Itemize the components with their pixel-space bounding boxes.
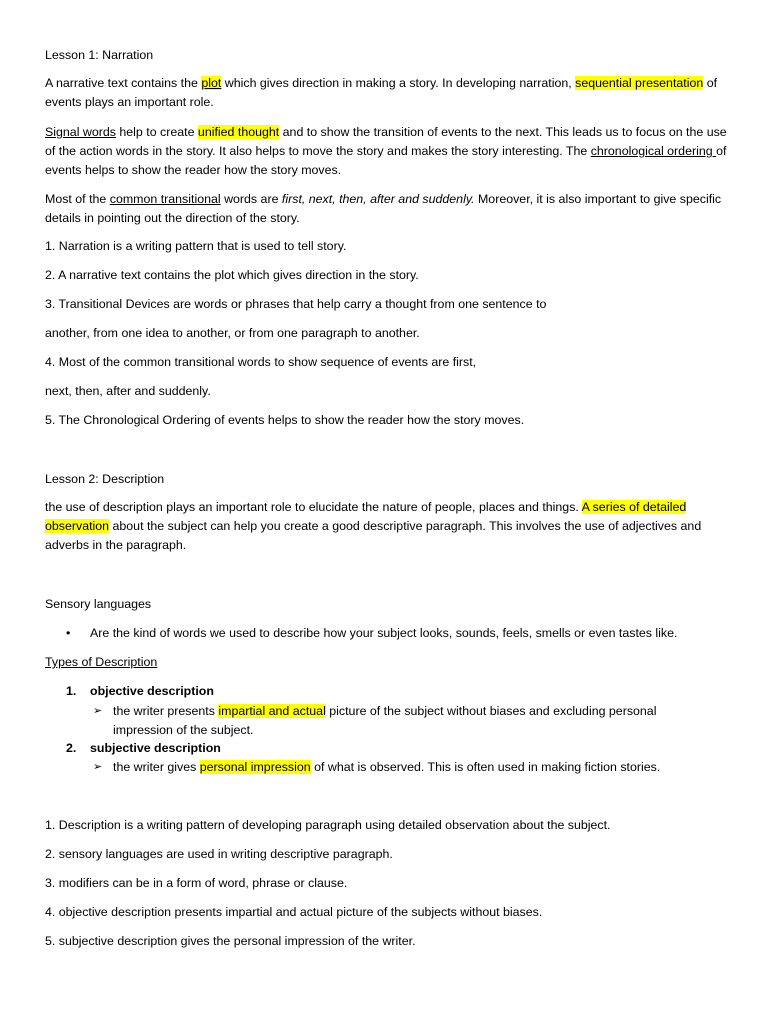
lesson2-item: 5. subjective description gives the personal impression of the writer. xyxy=(45,934,416,948)
subjective-description-text xyxy=(113,758,733,777)
sensory-bullet-text: Are the kind of words we used to describe how your subject looks, sounds, feels, smells or even tastes like. xyxy=(90,626,678,640)
text: of events plays an important role. xyxy=(45,76,718,109)
lesson1-item: 5. The Chronological Ordering of events helps to show the reader how the story moves. xyxy=(45,413,525,427)
bullet-icon: • xyxy=(66,626,71,640)
highlight-personal-impression: personal impression xyxy=(199,760,311,774)
sensory-languages-title: Sensory languages xyxy=(45,597,152,611)
text: which gives direction in making a story. In developing narration, xyxy=(221,76,576,90)
objective-description-label: objective description xyxy=(90,684,214,698)
lesson2-title: Lesson 2: Description xyxy=(45,472,165,486)
text: Moreover, it is also important to give specific details in pointing out the direction of the story. xyxy=(45,192,722,225)
lesson1-title: Lesson 1: Narration xyxy=(45,48,154,62)
text: Most of the xyxy=(45,192,110,206)
lesson1-item: 1. Narration is a writing pattern that is used to tell story. xyxy=(45,239,347,253)
subjective-description-label: subjective description xyxy=(90,741,221,755)
text: the writer gives xyxy=(113,760,200,774)
text: A narrative text contains the xyxy=(45,76,202,90)
text: of events helps to show the reader how the story moves. xyxy=(45,144,727,177)
highlight-sequential-presentation: sequential presentation xyxy=(575,76,704,90)
types-of-description-title: Types of Description xyxy=(45,655,158,669)
lesson2-item: 2. sensory languages are used in writing descriptive paragraph. xyxy=(45,847,393,861)
underline-chronological-ordering: chronological ordering xyxy=(590,144,717,158)
highlight-series-of-detailed-observation: A series of detailed observation xyxy=(45,500,687,533)
lesson2-item: 1. Description is a writing pattern of developing paragraph using detailed observation about the subject. xyxy=(45,818,611,832)
underline-signal-words: Signal words xyxy=(45,125,116,139)
arrow-bullet-icon: ➢ xyxy=(93,761,103,773)
text: of what is observed. This is often used in making fiction stories. xyxy=(310,760,661,774)
lesson1-item: 3. Transitional Devices are words or phrases that help carry a thought from one sentence to xyxy=(45,297,547,311)
highlight-plot: plot xyxy=(201,76,222,90)
lesson1-item: 4. Most of the common transitional words to show sequence of events are first, xyxy=(45,355,477,369)
italic-transitional-words: first, next, then, after and suddenly. xyxy=(281,192,475,206)
text: about the subject can help you create a good descriptive paragraph. This involves the use of adjectives and adverbs in the paragraph. xyxy=(45,519,702,552)
lesson1-paragraph-3 xyxy=(45,190,735,228)
lesson2-item: 4. objective description presents impartial and actual picture of the subjects without biases. xyxy=(45,905,543,919)
lesson1-paragraph-2 xyxy=(45,123,735,180)
text: and to show the transition of events to the next. This leads us to focus on the use of the action words in the story. It also helps to move the story and makes the story interesting. The xyxy=(45,125,727,158)
text: the use of description plays an important role to elucidate the nature of people, places and things. xyxy=(45,500,582,514)
list-number: 1. xyxy=(66,684,77,698)
arrow-bullet-icon: ➢ xyxy=(93,705,103,717)
lesson1-item: 2. A narrative text contains the plot which gives direction in the story. xyxy=(45,268,419,282)
highlight-impartial-and-actual: impartial and actual xyxy=(218,704,326,718)
underline-common-transitional: common transitional xyxy=(109,192,221,206)
lesson1-paragraph-1 xyxy=(45,74,735,112)
text: picture of the subject without biases and excluding personal impression of the subject. xyxy=(113,704,657,737)
text: the writer presents xyxy=(113,704,219,718)
text: words are xyxy=(220,192,282,206)
objective-description-text xyxy=(113,702,693,740)
list-number: 2. xyxy=(66,741,77,755)
highlight-unified-thought: unified thought xyxy=(197,125,280,139)
lesson1-item: another, from one idea to another, or from one paragraph to another. xyxy=(45,326,420,340)
lesson1-item: next, then, after and suddenly. xyxy=(45,384,211,398)
text: help to create xyxy=(115,125,198,139)
lesson2-paragraph-1 xyxy=(45,498,735,555)
lesson2-item: 3. modifiers can be in a form of word, phrase or clause. xyxy=(45,876,348,890)
